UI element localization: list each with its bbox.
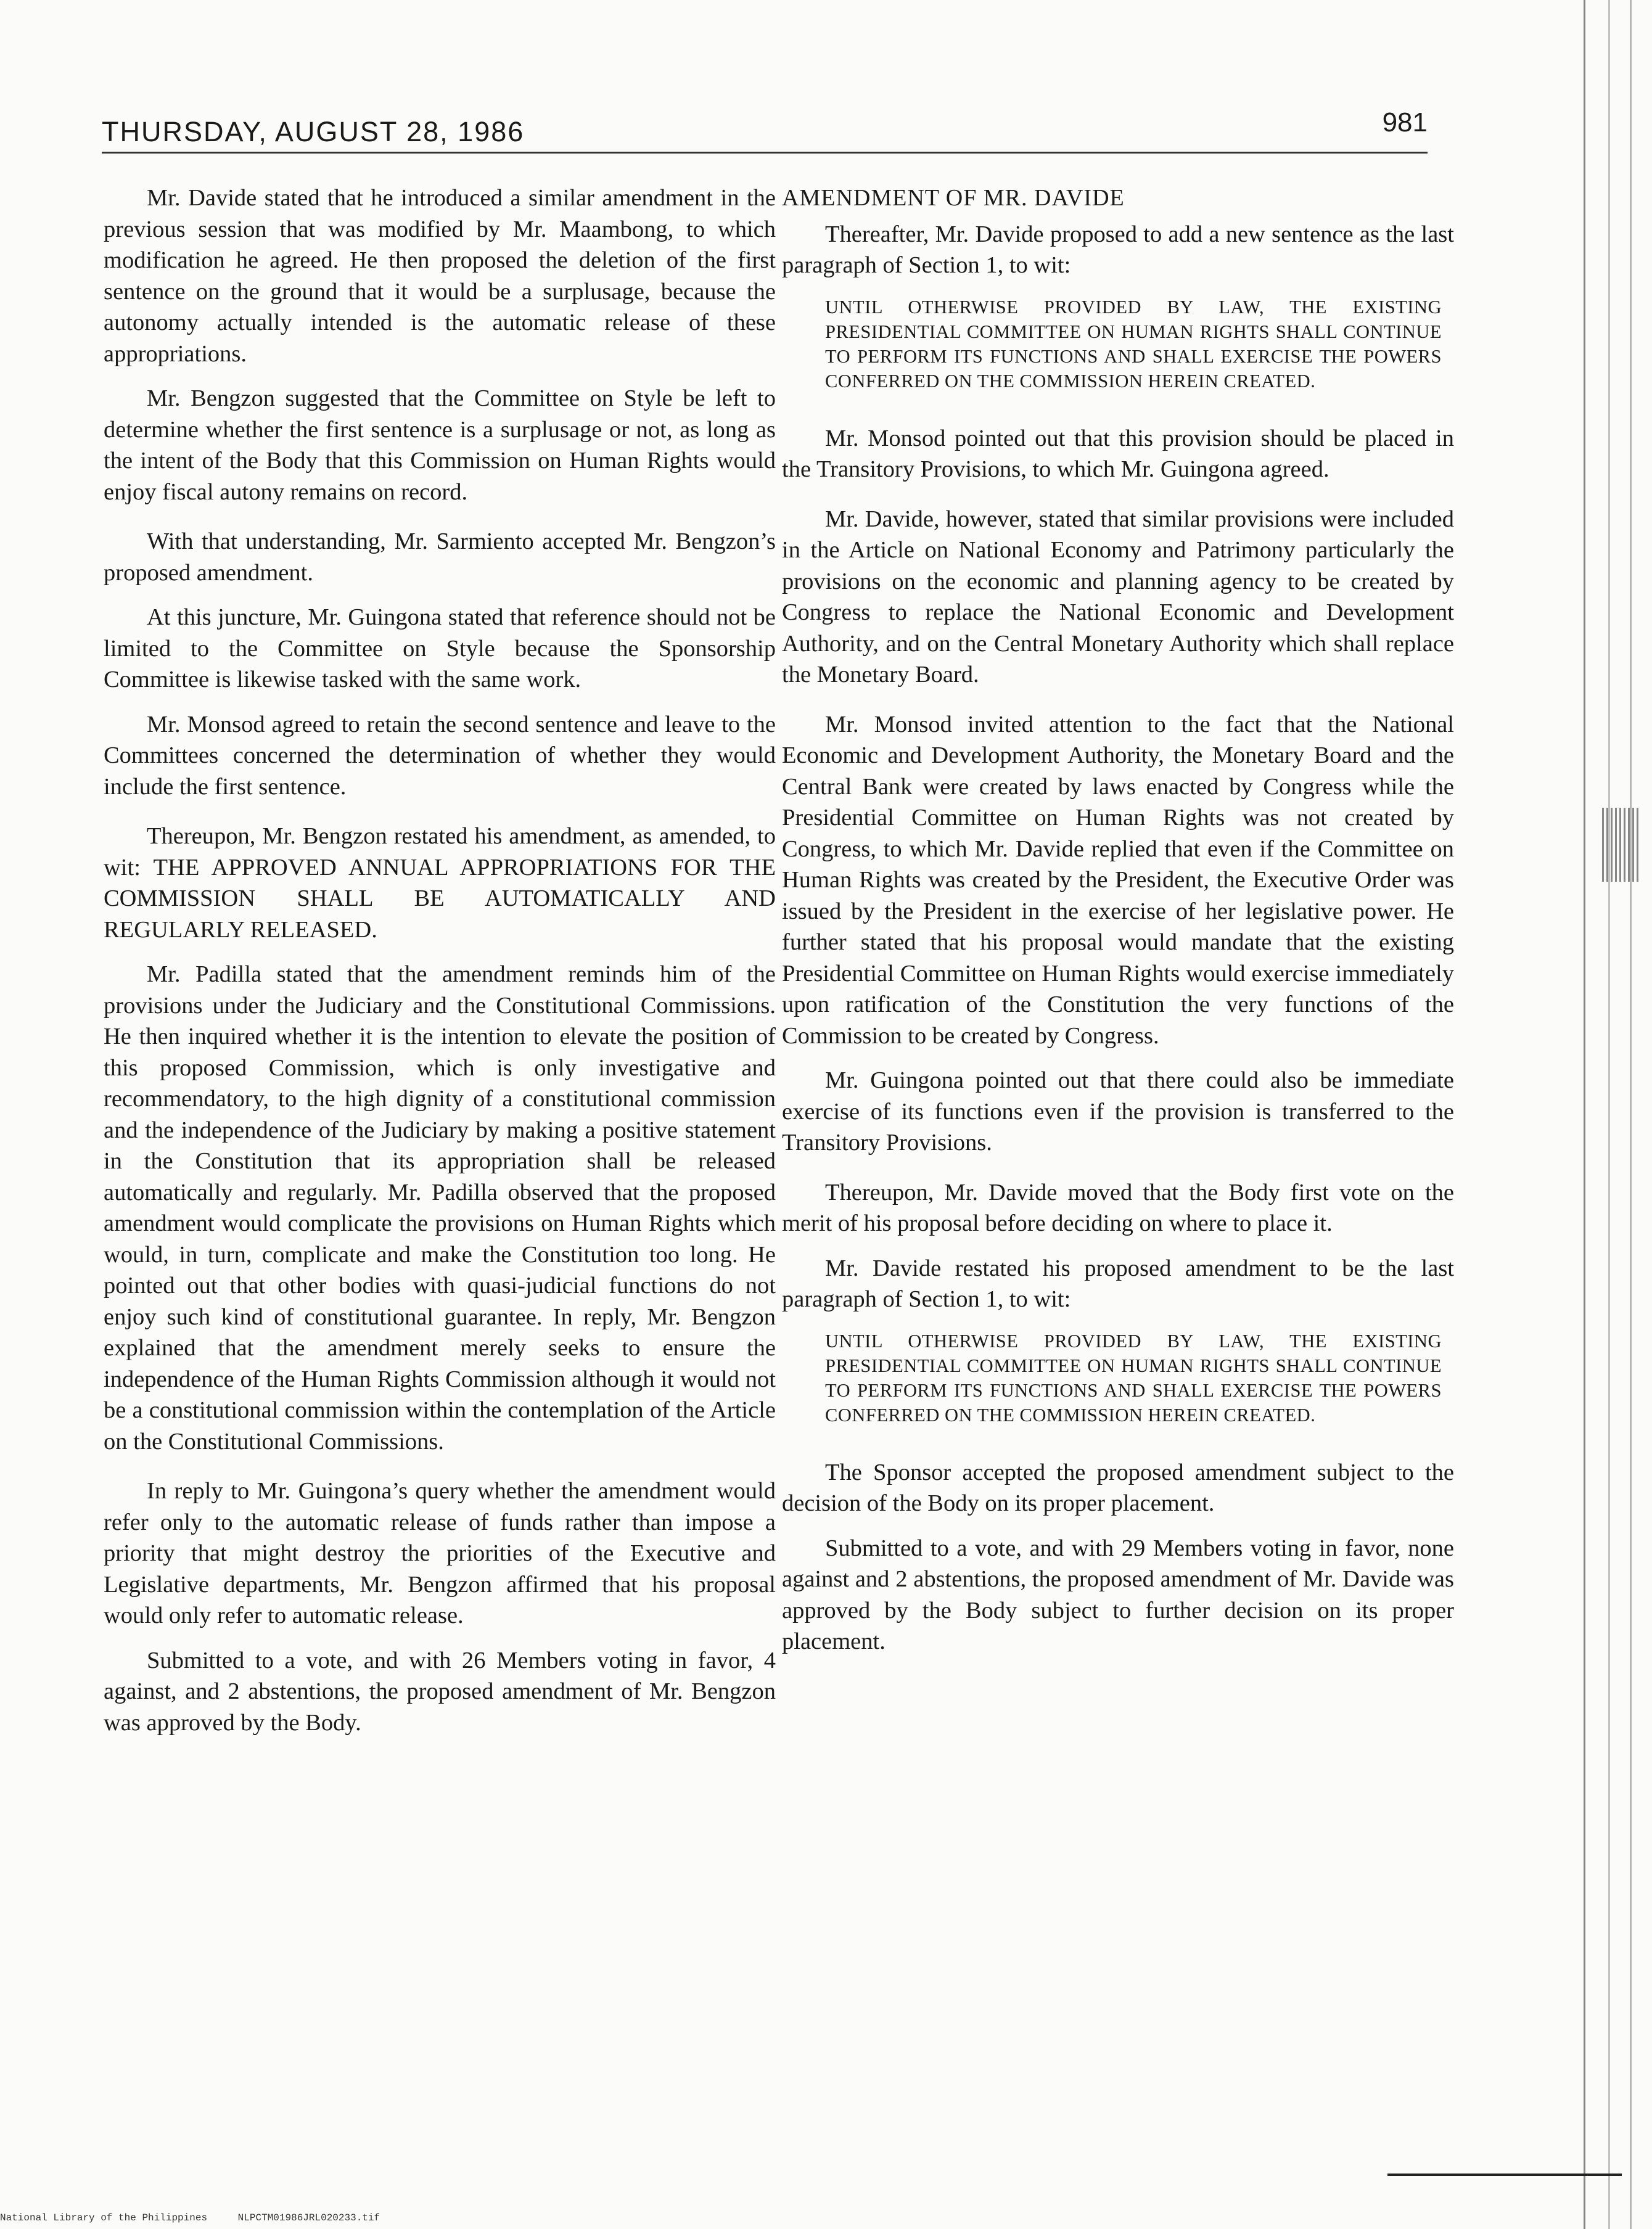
scan-edge-line [1608,0,1610,2229]
section-heading: AMENDMENT OF MR. DAVIDE [782,185,1125,211]
right-column [782,183,1454,1671]
paragraph: With that understanding, Mr. Sarmiento accepted Mr. Bengzon’s proposed amendment. [104,528,776,586]
footer-file: NLPCTM01986JRL020233.tif [237,2212,380,2223]
paragraph: The Sponsor accepted the proposed amendment subject to the decision of the Body on its proper placement. [782,1459,1454,1516]
paragraph: Thereafter, Mr. Davide proposed to add a new sentence as the last paragraph of Section 1, to wit: [782,221,1454,278]
paragraph: Mr. Davide restated his proposed amendment to be the last paragraph of Section 1, to wit: [782,1255,1454,1312]
paragraph: Mr. Monsod pointed out that this provision should be placed in the Transitory Provisions, to which Mr. Guingona agreed. [782,425,1454,482]
paragraph: Mr. Davide stated that he introduced a similar amendment in the previous session that was modified by Mr. Maambong, to which modification he agreed. He then proposed the deletion of the first sentence on the ground that it would be a surplusage, because the autonomy actually intended is the automatic release of these appropriations. [104,185,776,367]
paragraph: Mr. Padilla stated that the amendment reminds him of the provisions under the Judiciary and the Constitutional Commissions. He then inquired whether it is the intention to elevate the position of this proposed Commission, which is only investigative and recommendatory, to the high dignity of a constitutional commission and the independence of the Judiciary by making a positive statement in the Constitution that its appropriation shall be released automatically and regularly. Mr. Padilla observed that the proposed amendment would complicate the provisions on Human Rights which would, in turn, complicate and make the Constitution too long. He pointed out that other bodies with quasi-judicial functions do not enjoy such kind of constitutional guarantee. In reply, Mr. Bengzon explained that the amendment merely seeks to ensure the independence of the Human Rights Commission although it would not be a constitutional commission within the contemplation of the Article on the Constitutional Commissions. [104,961,776,1455]
scan-edge-line [1630,0,1632,2229]
paragraph: Mr. Davide, however, stated that similar provisions were included in the Article on National Economy and Patrimony particularly the provisions on the economic and planning agency to be created by Congress to replace the National Economic and Development Authority, and on the Central Monetary Authority which shall replace the Monetary Board. [782,506,1454,688]
scan-edge-mark [1602,808,1639,882]
paragraph: Mr. Monsod invited attention to the fact that the National Economic and Development Authority, the Monetary Board and the Central Bank were created by laws enacted by Congress while the Presidential Committee on Human Rights was not created by Congress, to which Mr. Davide replied that even if the Committee on Human Rights was created by the President, the Executive Order was issued by the President in the exercise of her legislative power. He further stated that his proposal would mandate that the existing Presidential Committee on Human Rights would exercise immediately upon ratification of the Constitution the very functions of the Commission to be created by Congress. [782,711,1454,1049]
paragraph: Mr. Monsod agreed to retain the second sentence and leave to the Committees concerned the determination of whether they would include the first sentence. [104,711,776,800]
header-date: THURSDAY, AUGUST 28, 1986 [102,116,525,147]
paragraph: In reply to Mr. Guingona’s query whether the amendment would refer only to the automatic release of funds rather than impose a priority that might destroy the priorities of the Executive and Legislative departments, Mr. Bengzon affirmed that his proposal would only refer to automatic release. [104,1478,776,1628]
footer-library: National Library of the Philippines [0,2212,208,2223]
quoted-amendment: UNTIL OTHERWISE PROVIDED BY LAW, THE EXISTING PRESIDENTIAL COMMITTEE ON HUMAN RIGHTS SHALL CONTINUE TO PERFORM ITS FUNCTIONS AND SHALL EXERCISE THE POWERS CONFERRED ON THE COMMISSION HEREIN CREATED. [825,1330,1442,1426]
page-header [102,107,1428,160]
scan-edge [1571,0,1652,2229]
left-column [104,183,776,1752]
paragraph: Submitted to a vote, and with 29 Members voting in favor, none against and 2 abstentions, the proposed amendment of Mr. Davide was approved by the Body subject to further decision on its proper placement. [782,1535,1454,1654]
paragraph: Submitted to a vote, and with 26 Members voting in favor, 4 against, and 2 abstentions, the proposed amendment of Mr. Bengzon was approved by the Body. [104,1647,776,1736]
quoted-amendment: UNTIL OTHERWISE PROVIDED BY LAW, THE EXISTING PRESIDENTIAL COMMITTEE ON HUMAN RIGHTS SHALL CONTINUE TO PERFORM ITS FUNCTIONS AND SHALL EXERCISE THE POWERS CONFERRED ON THE COMMISSION HEREIN CREATED. [825,296,1442,392]
paragraph: Thereupon, Mr. Bengzon restated his amendment, as amended, to wit: THE APPROVED ANNUAL APPROPRIATIONS FOR THE COMMISSION SHALL BE AUTOMATICALLY AND REGULARLY RELEASED. [104,823,776,943]
page-number: 981 [1382,107,1428,138]
paragraph: At this juncture, Mr. Guingona stated that reference should not be limited to the Committee on Style because the Sponsorship Committee is likewise tasked with the same work. [104,604,776,692]
scan-footer [0,2212,405,2223]
paragraph: Mr. Guingona pointed out that there could also be immediate exercise of its functions even if the provision is transferred to the Transitory Provisions. [782,1067,1454,1156]
bottom-rule [1387,2174,1622,2176]
paragraph: Thereupon, Mr. Davide moved that the Body first vote on the merit of his proposal before deciding on where to place it. [782,1179,1454,1236]
paragraph: Mr. Bengzon suggested that the Committee on Style be left to determine whether the first sentence is a surplusage or not, as long as the intent of the Body that this Commission on Human Rights would enjoy fiscal autony remains on record. [104,385,776,505]
scan-edge-line [1584,0,1585,2229]
header-rule [102,152,1428,154]
